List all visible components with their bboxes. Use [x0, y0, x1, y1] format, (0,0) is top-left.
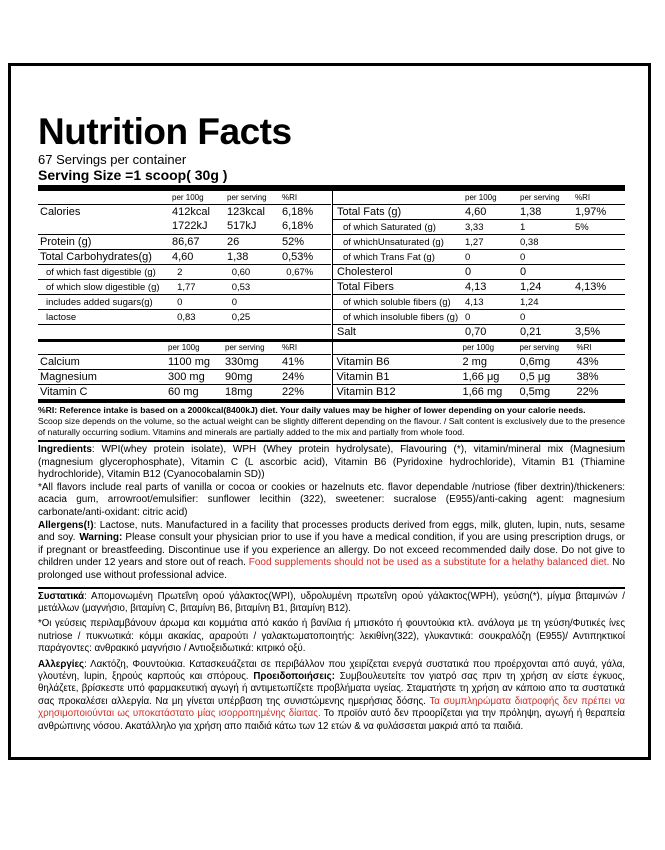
- header-spacer: [38, 342, 168, 354]
- value-per-100g: 3,33: [465, 222, 484, 233]
- nutrient-row: [38, 264, 331, 279]
- vitamin-label: Vitamin B1: [336, 371, 390, 383]
- value-per-serving: [227, 325, 282, 339]
- gr-warning-text: Συμβουλευτείτε τον γιατρό σας πριν τη χρήση αν είστε έγκυος, θηλάζετε, βρίσκεστε υπό φαρμακευτική αγωγή ή αντιμετωπίζετε προβλήματα υγείας. Σταματήστε τη χρήση αν κάποιο απο τα συστατικά σας προκαλέσει αλλεργία. Να μη γίνεται υπέρβαση της συνιστώμενης ημερήσιας δόσης.: [38, 670, 625, 707]
- nutrient-row: [38, 324, 331, 339]
- nutrient-label: [38, 219, 172, 234]
- value-per-100g: 4,13: [465, 297, 484, 308]
- nutrient-label: Salt: [337, 326, 356, 338]
- header-per-100g: per 100g: [172, 193, 204, 202]
- value-ri: 52%: [282, 236, 305, 248]
- gr-warning-end-text: Το προϊόν αυτό δεν προορίζεται για την πρόληψη, αγωγή ή θεραπεία ανθρώπινης νόσου. Ακατάλληλο για χρήση απο παιδιά κάτω των 12 ετών & να φυλάσσεται μακριά από τα παιδιά.: [38, 708, 625, 732]
- ingredients-paragraph: [38, 444, 625, 482]
- header-per-100g: per 100g: [465, 193, 497, 202]
- value-per-100g: 0,70: [465, 326, 487, 338]
- value-per-100g: 1,66 μg: [462, 371, 500, 383]
- nutrient-row: [333, 279, 625, 294]
- column-header: [333, 191, 625, 204]
- gr-allergens-text: : Λακτόζη, Φουντούκια. Κατασκευάζεται σε περιβάλλον που χειρίζεται ενεργά συστατικά που προέρχονται από αυγά, γάλα, γλουτένη, lupin, ξηρούς καρπούς και σπόρους.: [38, 658, 625, 682]
- header-per-serving: per serving: [520, 193, 560, 202]
- value-ri: [575, 265, 620, 279]
- vitamin-label: Magnesium: [40, 371, 97, 383]
- ri-note: %RI: Reference intake is based on a 2000kcal(8400kJ) diet. Your daily values may be higher of lower depending on your calorie needs.: [38, 405, 586, 415]
- nutrient-label: Cholesterol: [337, 266, 393, 278]
- header-ri: %RI: [282, 343, 298, 352]
- nutrient-row: [38, 279, 331, 294]
- value-ri: [282, 325, 327, 339]
- value-per-serving: 123kcal: [227, 206, 265, 218]
- value-per-100g: 4,13: [465, 281, 487, 293]
- value-ri: 38%: [576, 371, 599, 383]
- vitamin-label: Vitamin B6: [336, 356, 390, 368]
- nutrient-label: [38, 325, 172, 339]
- nutrients-right-column: [332, 191, 625, 339]
- flavours-paragraph: *All flavors include real parts of vanilla or cocoa or cookies or hazelnuts etc. flavor dependable /nutriose (fiber dextrin)/thickeners: acacia gum, arrowroot/emulsifier: sunflower lecithin (322), sweetener: sucralose (E955)/anti-caking agent: magnesium carbonate/anti-oxidant: citric acid): [38, 481, 625, 518]
- nutrient-row: [333, 309, 625, 324]
- gr-warning-red-text: Τα συμπληρώματα διατροφής δεν πρέπει να χρησιμοποιούνται ως υποκατάστατο μίας ισορροπημένης δίαιτας.: [38, 695, 626, 720]
- value-per-100g: 4,60: [465, 206, 487, 218]
- header-per-serving: per serving: [519, 343, 560, 352]
- vitamin-label: Vitamin B12: [336, 386, 396, 398]
- gr-warning-label: Προειδοποιήσεις:: [253, 670, 335, 682]
- header-ri: %RI: [282, 193, 298, 202]
- bottom-rule: [38, 399, 625, 403]
- nutrient-label: lactose: [46, 312, 77, 323]
- value-per-100g: 412kcal: [172, 206, 210, 218]
- warning-red-text: Food supplements should not be used as a substitute for a helathy balanced diet.: [248, 557, 610, 569]
- value-ri: 6,18%: [282, 220, 314, 232]
- nutrients-table: [38, 191, 625, 339]
- value-per-100g: [172, 325, 227, 339]
- value-per-100g: 60 mg: [168, 386, 199, 398]
- nutrient-row: [333, 204, 625, 219]
- gr-ingredients-paragraph: [38, 591, 625, 616]
- vitamins-right-column: [332, 342, 626, 399]
- value-per-100g: 0: [465, 312, 471, 323]
- value-ri: 0,67%: [286, 267, 314, 278]
- value-per-serving: 0: [520, 312, 526, 323]
- value-per-serving: 1,38: [520, 206, 542, 218]
- nutrient-row: [38, 234, 331, 249]
- vitamin-row: [38, 354, 331, 369]
- left-rows: [38, 204, 331, 339]
- nutrient-row: [333, 264, 625, 279]
- value-per-serving: 0,60: [231, 267, 251, 278]
- scoop-note: Scoop size depends on the volume, so the actual weight can be slightly different depending on the flavour. / Salt content is exclusively due to the presence of naturally occurring sodium. Vitamins and minerals are partially added to the mix and partially from whole food.: [38, 416, 625, 437]
- servings-per-container: 67 Servings per container: [38, 152, 187, 167]
- value-per-100g: 4,60: [172, 251, 194, 263]
- value-per-serving: 0,6mg: [519, 356, 551, 368]
- allergens-paragraph: [38, 520, 625, 583]
- value-per-100g: 1,27: [465, 237, 484, 248]
- ingredients-label: Ingredients: [38, 444, 92, 455]
- value-ri: 5%: [575, 222, 589, 233]
- value-ri: 22%: [576, 386, 599, 398]
- label-content: [38, 113, 625, 733]
- nutrient-label: of which Saturated (g): [343, 222, 436, 233]
- value-ri: 3,5%: [575, 326, 601, 338]
- value-ri: [286, 310, 331, 324]
- vitamins-left-column: [38, 342, 331, 399]
- nutrient-label: Total Fibers: [337, 281, 394, 293]
- value-per-serving: 1,24: [520, 281, 542, 293]
- allergens-label: Allergens(!): [38, 519, 94, 531]
- warning-text: Please consult your physician prior to use if you have a medical condition, if you are using prescription drugs, or if pregnant or breastfeeding. Discontinue use if you experience an allergy. Do not exceed recommended daily dose. Do not give to children under 12 years and store out of reach.: [38, 532, 626, 569]
- value-ri: [575, 295, 620, 309]
- value-per-serving: 1: [520, 222, 526, 233]
- serving-size: Serving Size =1 scoop( 30g ): [38, 167, 228, 183]
- value-ri: 1,97%: [575, 206, 607, 218]
- value-per-100g: 1722kJ: [172, 220, 208, 232]
- value-ri: [286, 295, 331, 309]
- header-per-serving: per serving: [225, 343, 265, 352]
- nutrients-left-column: [38, 191, 331, 339]
- value-per-serving: 517kJ: [227, 220, 257, 232]
- value-ri: 22%: [282, 386, 305, 398]
- nutrient-row: [333, 249, 625, 264]
- value-per-serving: 26: [227, 236, 240, 248]
- value-per-serving: 90mg: [225, 371, 253, 383]
- value-per-100g: 0: [177, 297, 183, 308]
- value-per-serving: 0,38: [520, 237, 539, 248]
- nutrient-row: [38, 219, 331, 234]
- value-ri: [575, 310, 620, 324]
- nutrient-row: [333, 219, 625, 234]
- value-ri: [575, 235, 620, 249]
- gr-flavours-paragraph: *Οι γεύσεις περιλαμβάνουν άρωμα και κομμάτια από κακάο ή βανίλια ή μπισκότο ή φουντούκια κτλ. ανάλογα με τη γεύση/Φυτικές ίνες nutriose / πυκνωτικά: κόμμι ακακίας, αραρούτι / γαλακτωματοποιητής: λεκιθίνη(322), γλυκαντικά: σουκραλόζη (Ε955)/ Αντιπηκτικοί παράγοντες: ανθρακικό μαγνήσιο / Αντιοξειδωτικά: κιτρικό οξύ.: [38, 618, 625, 655]
- value-per-serving: 0,25: [231, 312, 251, 323]
- right-rows: [333, 204, 625, 339]
- value-per-serving: 18mg: [225, 386, 253, 398]
- value-per-serving: 0: [520, 266, 527, 278]
- label-frame: [8, 63, 651, 760]
- value-ri: [286, 280, 331, 294]
- value-per-serving: 0: [231, 297, 237, 308]
- value-ri: 24%: [282, 371, 305, 383]
- vitamin-header: [38, 342, 331, 354]
- gr-allergens-label: Αλλεργίες: [38, 658, 85, 670]
- value-ri: 41%: [282, 356, 305, 368]
- value-per-100g: 0: [465, 252, 471, 263]
- section-rule: [38, 587, 625, 589]
- vitamins-right-rows: [333, 354, 626, 399]
- header-spacer: [38, 191, 172, 204]
- nutrient-row: [38, 309, 331, 324]
- value-ri: [575, 250, 620, 264]
- nutrient-row: [333, 234, 625, 249]
- nutrient-row: [38, 204, 331, 219]
- value-per-serving: 330mg: [225, 356, 259, 368]
- header-per-100g: per 100g: [462, 343, 495, 352]
- nutrient-row: [38, 294, 331, 309]
- value-per-100g: 0: [465, 266, 472, 278]
- value-per-serving: 0,21: [520, 326, 542, 338]
- vitamin-label: Vitamin C: [40, 386, 88, 398]
- gr-allergens-paragraph: [38, 659, 625, 733]
- vitamin-row: [38, 384, 331, 399]
- value-per-100g: 1,66 mg: [462, 386, 503, 398]
- nutrient-label: of whichUnsaturated (g): [343, 237, 444, 248]
- vitamin-row: [333, 384, 626, 399]
- warning-label: Warning:: [79, 532, 123, 544]
- allergens-text: : Lactose, nuts. Manufactured in a facility that processes products derived from eggs, milk, gluten, lupin, nuts, sesame and soy.: [38, 519, 625, 544]
- value-per-serving: 0,5mg: [519, 386, 551, 398]
- vitamins-left-rows: [38, 354, 331, 399]
- column-header: [38, 191, 331, 204]
- value-per-100g: 2: [177, 267, 183, 278]
- nutrient-label: includes added sugars(g): [46, 297, 153, 308]
- vitamin-row: [333, 369, 626, 384]
- header-spacer: [333, 191, 465, 204]
- value-per-serving: 0,53: [231, 282, 251, 293]
- vitamin-row: [38, 369, 331, 384]
- warning-end-text: No prolonged use without professional advice.: [38, 557, 625, 581]
- value-ri: 43%: [576, 356, 599, 368]
- vitamin-row: [333, 354, 626, 369]
- gr-ingredients-text: : Απομονωμένη Πρωτεΐνη ορού γάλακτος(WPI), υδρολυμένη πρωτεΐνη ορού γάλακτος(WPH), γεύση(*), μίγμα βιταμινών / μετάλλων (μαγνήσιο, βιταμίνη C, βιταμίνη B6, βιταμίνη B1, βιταμίνη B12).: [38, 590, 625, 614]
- header-ri: %RI: [576, 343, 592, 352]
- value-ri: 0,53%: [282, 251, 314, 263]
- value-per-serving: 0: [520, 252, 526, 263]
- nutrient-row: [333, 324, 625, 339]
- value-per-100g: 2 mg: [462, 356, 487, 368]
- value-per-100g: 0,83: [177, 312, 196, 323]
- section-rule: [38, 440, 625, 442]
- value-per-serving: 0,5 μg: [519, 371, 551, 383]
- label-title: Nutrition Facts: [38, 111, 292, 152]
- value-per-100g: 300 mg: [168, 371, 205, 383]
- nutrient-label: of which fast digestible (g): [46, 267, 156, 278]
- header-per-100g: per 100g: [168, 343, 200, 352]
- nutrient-label: of which insoluble fibers (g): [343, 312, 459, 323]
- value-ri: 4,13%: [575, 281, 607, 293]
- nutrient-label: Protein (g): [40, 236, 92, 248]
- header-spacer: [333, 342, 463, 354]
- ingredients-text: : WPI(whey protein isolate), WPH (Whey protein hydrolysate), Flavouring (*), vitamin/mineral mix (Magnesium (magnesium glycerophosphate), Vitamin C (L ascorbic acid), Vitamin B6 (Pyridoxine hydrochloride), Vitamin B1 (Thiamine hydrochloride), Vitamin B12 (Cyanocobalamin SD)): [38, 444, 625, 481]
- vitamin-header: [333, 342, 626, 354]
- value-per-serving: 1,38: [227, 251, 249, 263]
- vitamins-table: [38, 342, 625, 399]
- nutrient-label: Total Carbohydrates(g): [40, 251, 152, 263]
- nutrient-row: [38, 249, 331, 264]
- nutrient-label: of which Trans Fat (g): [343, 252, 435, 263]
- nutrient-label: of which slow digestible (g): [46, 282, 160, 293]
- value-per-100g: 1100 mg: [168, 356, 210, 368]
- header-ri: %RI: [575, 193, 591, 202]
- vitamin-label: Calcium: [40, 356, 80, 368]
- nutrient-label: Calories: [40, 206, 81, 218]
- value-ri: 6,18%: [282, 206, 314, 218]
- value-per-100g: 1,77: [177, 282, 196, 293]
- header-per-serving: per serving: [227, 193, 267, 202]
- gr-ingredients-label: Συστατικά: [38, 590, 85, 602]
- value-per-serving: 1,24: [520, 297, 539, 308]
- nutrient-label: Total Fats (g): [337, 206, 402, 218]
- value-per-100g: 86,67: [172, 236, 200, 248]
- nutrient-row: [333, 294, 625, 309]
- nutrient-label: of which soluble fibers (g): [343, 297, 451, 308]
